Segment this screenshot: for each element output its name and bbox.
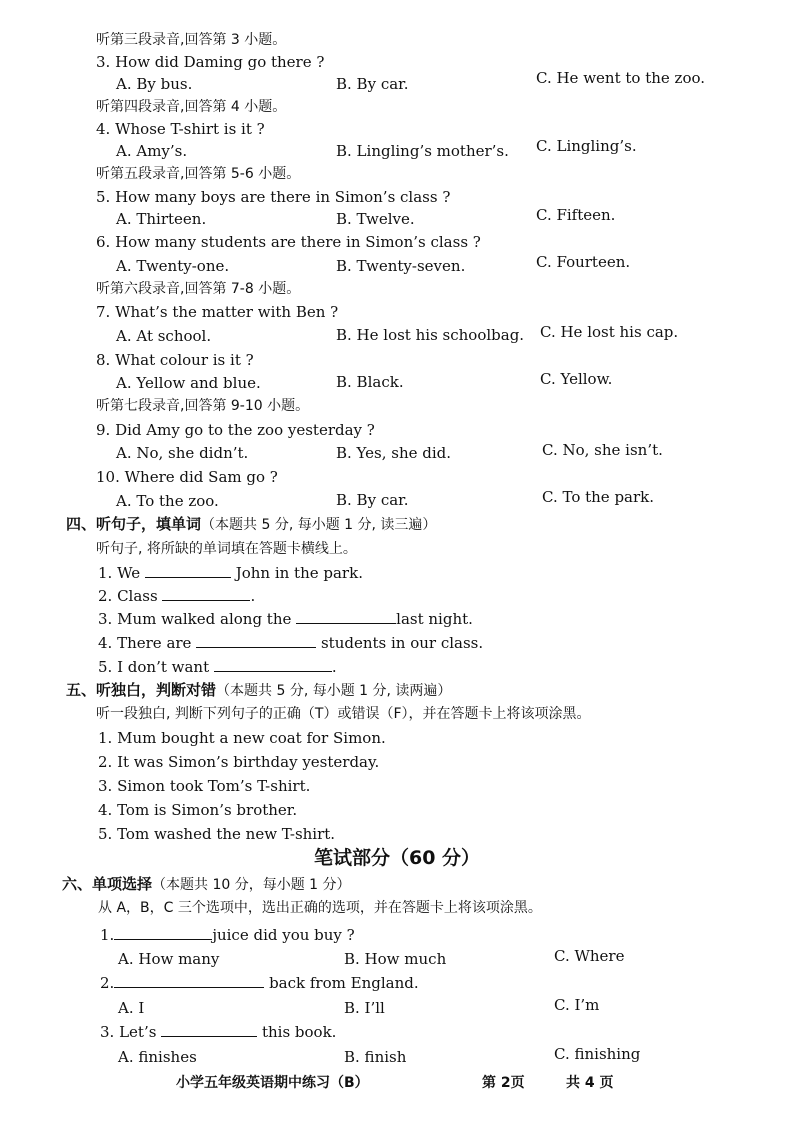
- question-6-option-c: C. Fourteen.: [536, 253, 631, 271]
- choice-question-2: [100, 973, 419, 993]
- section-4-heading: [66, 514, 436, 535]
- fill-blank-4[interactable]: [196, 633, 316, 648]
- question-4-option-b: B. Lingling’s mother’s.: [336, 142, 509, 160]
- fill-item-4: [98, 633, 483, 653]
- question-9-option-a: A. No, she didn’t.: [116, 444, 249, 462]
- choice-question-3: [100, 1022, 336, 1042]
- question-10-option-a: A. To the zoo.: [116, 492, 219, 510]
- question-9-stem: 9. Did Amy go to the zoo yesterday ?: [96, 421, 375, 439]
- question-5-option-a: A. Thirteen.: [116, 210, 207, 228]
- section-5-title: 五、听独白，判断对错: [66, 681, 217, 699]
- choice-2-option-b: B. I’ll: [344, 999, 385, 1017]
- choice-blank-2[interactable]: [114, 973, 264, 988]
- question-10-option-c: C. To the park.: [542, 488, 655, 506]
- fill-item-5-post: .: [331, 658, 337, 676]
- question-3-option-c: C. He went to the zoo.: [536, 69, 706, 87]
- segment-7-instruction: 听第七段录音,回答第 9-10 小题。: [96, 398, 310, 414]
- choice-blank-3[interactable]: [161, 1022, 257, 1037]
- section-6-heading: [62, 874, 351, 895]
- fill-blank-2[interactable]: [162, 586, 250, 601]
- fill-item-2-pre: 2. Class: [98, 587, 163, 605]
- fill-blank-3[interactable]: [296, 609, 396, 624]
- choice-1-option-c: C. Where: [554, 947, 625, 965]
- fill-item-1: [98, 563, 363, 583]
- question-3-stem: 3. How did Daming go there ?: [96, 53, 325, 71]
- question-8-option-a: A. Yellow and blue.: [116, 374, 261, 392]
- segment-4-instruction: 听第四段录音,回答第 4 小题。: [96, 99, 287, 115]
- choice-3-option-a: A. finishes: [118, 1048, 197, 1066]
- question-8-option-c: C. Yellow.: [540, 370, 613, 388]
- question-5-stem: 5. How many boys are there in Simon’s class ?: [96, 188, 451, 206]
- choice-3-option-c: C. finishing: [554, 1045, 641, 1063]
- choice-1-option-a: A. How many: [118, 950, 220, 968]
- fill-item-5: [98, 657, 337, 677]
- question-8-option-b: B. Black.: [336, 373, 404, 391]
- choice-blank-1[interactable]: [114, 925, 212, 940]
- choice-2-option-c: C. I’m: [554, 996, 600, 1014]
- question-4-option-c: C. Lingling’s.: [536, 137, 637, 155]
- segment-6-instruction: 听第六段录音,回答第 7-8 小题。: [96, 281, 301, 297]
- question-10-stem: 10. Where did Sam go ?: [96, 468, 278, 486]
- question-9-option-c: C. No, she isn’t.: [542, 441, 663, 459]
- question-7-option-b: B. He lost his schoolbag.: [336, 326, 525, 344]
- question-7-stem: 7. What’s the matter with Ben ?: [96, 303, 339, 321]
- choice-2-option-a: A. I: [118, 999, 145, 1017]
- judge-item-2: 2. It was Simon’s birthday yesterday.: [98, 753, 380, 771]
- fill-item-2: [98, 586, 255, 606]
- section-4-instruction: 听句子, 将所缺的单词填在答题卡横线上。: [96, 541, 357, 557]
- choice-question-1: [100, 925, 355, 945]
- footer-page-number: 第 2页: [482, 1075, 525, 1091]
- fill-item-1-post: John in the park.: [230, 564, 363, 582]
- choice-1-option-b: B. How much: [344, 950, 447, 968]
- judge-item-4: 4. Tom is Simon’s brother.: [98, 801, 298, 819]
- question-4-option-a: A. Amy’s.: [116, 142, 188, 160]
- segment-5-instruction: 听第五段录音,回答第 5-6 小题。: [96, 166, 301, 182]
- question-8-stem: 8. What colour is it ?: [96, 351, 254, 369]
- fill-blank-5[interactable]: [214, 657, 332, 672]
- choice-question-3-post: this book.: [257, 1023, 337, 1041]
- section-5-note: （本题共 5 分, 每小题 1 分, 读两遍）: [216, 683, 452, 699]
- fill-item-2-post: .: [250, 587, 256, 605]
- footer-total-pages: 共 4 页: [566, 1075, 614, 1091]
- section-6-title: 六、单项选择: [62, 875, 153, 893]
- fill-blank-1[interactable]: [145, 563, 231, 578]
- fill-item-3-pre: 3. Mum walked along the: [98, 610, 297, 628]
- question-10-option-b: B. By car.: [336, 491, 409, 509]
- judge-item-1: 1. Mum bought a new coat for Simon.: [98, 729, 386, 747]
- choice-question-2-number: 2.: [100, 974, 115, 992]
- choice-3-option-b: B. finish: [344, 1048, 407, 1066]
- fill-item-3-post: last night.: [396, 610, 473, 628]
- choice-question-2-post: back from England.: [264, 974, 419, 992]
- choice-question-1-post: juice did you buy ?: [212, 926, 355, 944]
- section-6-note: （本题共 10 分，每小题 1 分）: [152, 877, 351, 893]
- footer-title: 小学五年级英语期中练习（B）: [176, 1075, 369, 1091]
- choice-question-3-number: 3. Let’s: [100, 1023, 162, 1041]
- section-4-title: 四、听句子，填单词: [66, 515, 202, 533]
- section-4-note: （本题共 5 分, 每小题 1 分, 读三遍）: [201, 517, 437, 533]
- fill-item-3: [98, 609, 473, 629]
- fill-item-1-pre: 1. We: [98, 564, 145, 582]
- segment-3-instruction: 听第三段录音,回答第 3 小题。: [96, 32, 287, 48]
- question-6-option-a: A. Twenty-one.: [116, 257, 230, 275]
- judge-item-3: 3. Simon took Tom’s T-shirt.: [98, 777, 311, 795]
- section-5-heading: [66, 680, 451, 701]
- question-3-option-a: A. By bus.: [116, 75, 193, 93]
- question-7-option-c: C. He lost his cap.: [540, 323, 679, 341]
- question-4-stem: 4. Whose T-shirt is it ?: [96, 120, 265, 138]
- question-9-option-b: B. Yes, she did.: [336, 444, 452, 462]
- fill-item-4-post: students in our class.: [316, 634, 484, 652]
- fill-item-5-pre: 5. I don’t want: [98, 658, 214, 676]
- question-5-option-b: B. Twelve.: [336, 210, 415, 228]
- section-5-instruction: 听一段独白, 判断下列句子的正确（T）或错误（F），并在答题卡上将该项涂黑。: [96, 706, 591, 722]
- judge-item-5: 5. Tom washed the new T-shirt.: [98, 825, 336, 843]
- fill-item-4-pre: 4. There are: [98, 634, 197, 652]
- question-7-option-a: A. At school.: [116, 327, 212, 345]
- question-6-option-b: B. Twenty-seven.: [336, 257, 466, 275]
- question-6-stem: 6. How many students are there in Simon’s class ?: [96, 233, 481, 251]
- section-6-instruction: 从 A，B，C 三个选项中，选出正确的选项，并在答题卡上将该项涂黑。: [98, 900, 542, 916]
- written-part-title: 笔试部分（60 分）: [313, 847, 481, 869]
- question-5-option-c: C. Fifteen.: [536, 206, 616, 224]
- choice-question-1-number: 1.: [100, 926, 115, 944]
- question-3-option-b: B. By car.: [336, 75, 409, 93]
